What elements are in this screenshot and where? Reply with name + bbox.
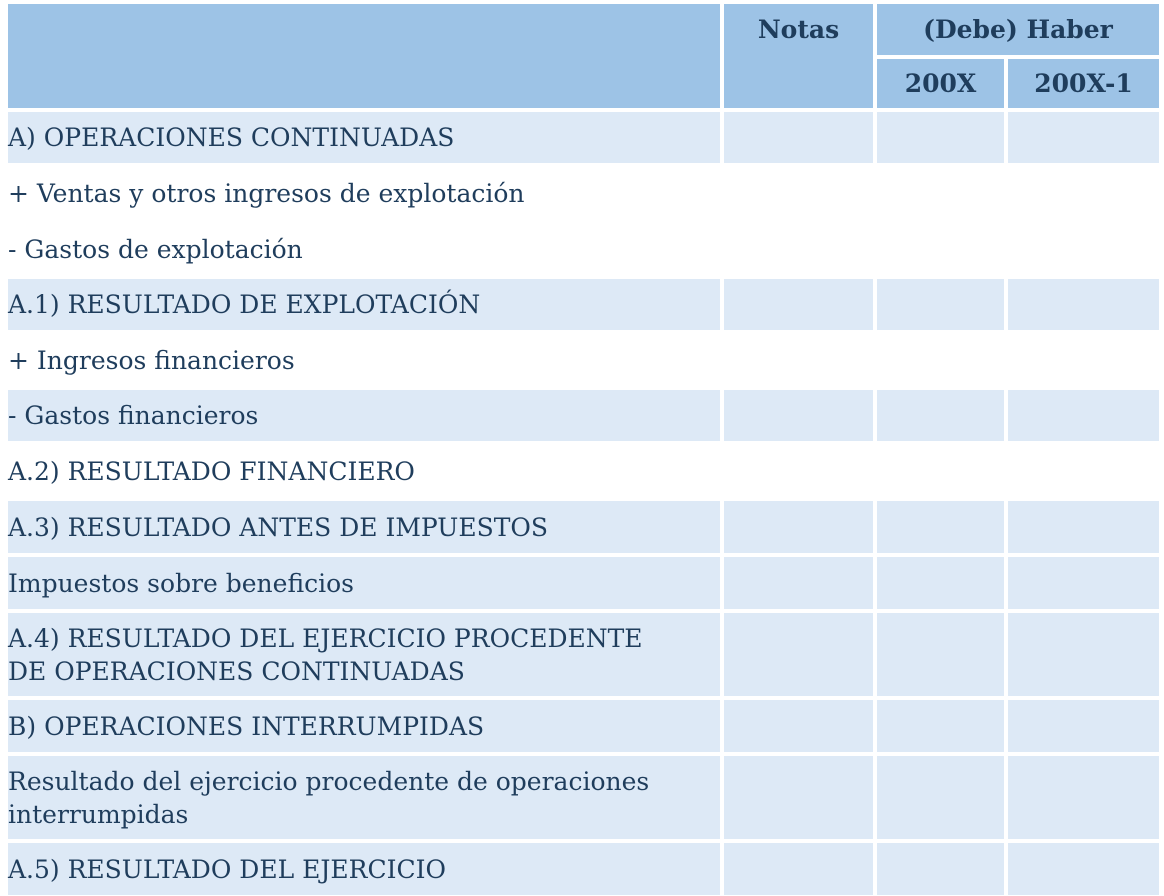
table-row [8,700,1159,756]
previous-year-cell [1008,390,1159,445]
row-label: + Ventas y otros ingresos de explotación [8,167,724,223]
row-label: A) OPERACIONES CONTINUADAS [8,112,724,167]
current-year-cell [877,279,1008,334]
notas-cell [724,112,877,167]
previous-year-cell [1008,501,1159,557]
table-body [8,112,1159,895]
previous-year-cell [1008,279,1159,334]
row-label: A.1) RESULTADO DE EXPLOTACIÓN [8,279,724,334]
notas-cell [724,557,877,613]
previous-year-cell [1008,334,1159,390]
previous-year-cell [1008,613,1159,700]
current-year-cell [877,445,1008,501]
current-year-cell [877,112,1008,167]
current-year-cell [877,223,1008,279]
notas-cell [724,501,877,557]
table-row [8,557,1159,613]
notas-cell [724,445,877,501]
header-blank-cell [8,4,724,112]
notas-cell [724,613,877,700]
current-year-cell [877,756,1008,843]
current-year-cell [877,557,1008,613]
current-year-cell [877,700,1008,756]
current-year-cell [877,613,1008,700]
previous-year-cell [1008,223,1159,279]
notas-cell [724,279,877,334]
row-label: - Gastos financieros [8,390,724,445]
row-label: - Gastos de explotación [8,223,724,279]
previous-year-cell [1008,843,1159,895]
table-row [8,613,1159,700]
table-row [8,756,1159,843]
row-label: Impuestos sobre beneficios [8,557,724,613]
previous-year-cell [1008,756,1159,843]
table-row [8,223,1159,279]
notas-cell [724,390,877,445]
previous-year-cell [1008,445,1159,501]
previous-year-cell [1008,700,1159,756]
previous-year-cell [1008,557,1159,613]
table-row [8,334,1159,390]
notas-cell [724,223,877,279]
current-year-cell [877,334,1008,390]
row-label: A.4) RESULTADO DEL EJERCICIO PROCEDENTE DE OPERACIONES CONTINUADAS [8,613,724,700]
current-year-cell [877,843,1008,895]
current-year-cell [877,167,1008,223]
header-year-current: 200X [877,59,1008,112]
table-row [8,843,1159,895]
row-label: Resultado del ejercicio procedente de operaciones interrumpidas [8,756,724,843]
notas-cell [724,756,877,843]
income-statement-table [8,4,1159,895]
table-row [8,112,1159,167]
current-year-cell [877,390,1008,445]
notas-cell [724,843,877,895]
header-notas: Notas [724,4,877,112]
row-label: B) OPERACIONES INTERRUMPIDAS [8,700,724,756]
row-label: A.2) RESULTADO FINANCIERO [8,445,724,501]
previous-year-cell [1008,112,1159,167]
row-label: A.5) RESULTADO DEL EJERCICIO [8,843,724,895]
table-row [8,445,1159,501]
current-year-cell [877,501,1008,557]
table-row [8,167,1159,223]
notas-cell [724,334,877,390]
row-label: + Ingresos financieros [8,334,724,390]
header-debe-haber: (Debe) Haber [877,4,1159,59]
header-year-previous: 200X-1 [1008,59,1159,112]
table-row [8,390,1159,445]
notas-cell [724,167,877,223]
previous-year-cell [1008,167,1159,223]
table-row [8,501,1159,557]
row-label: A.3) RESULTADO ANTES DE IMPUESTOS [8,501,724,557]
table-row [8,279,1159,334]
notas-cell [724,700,877,756]
